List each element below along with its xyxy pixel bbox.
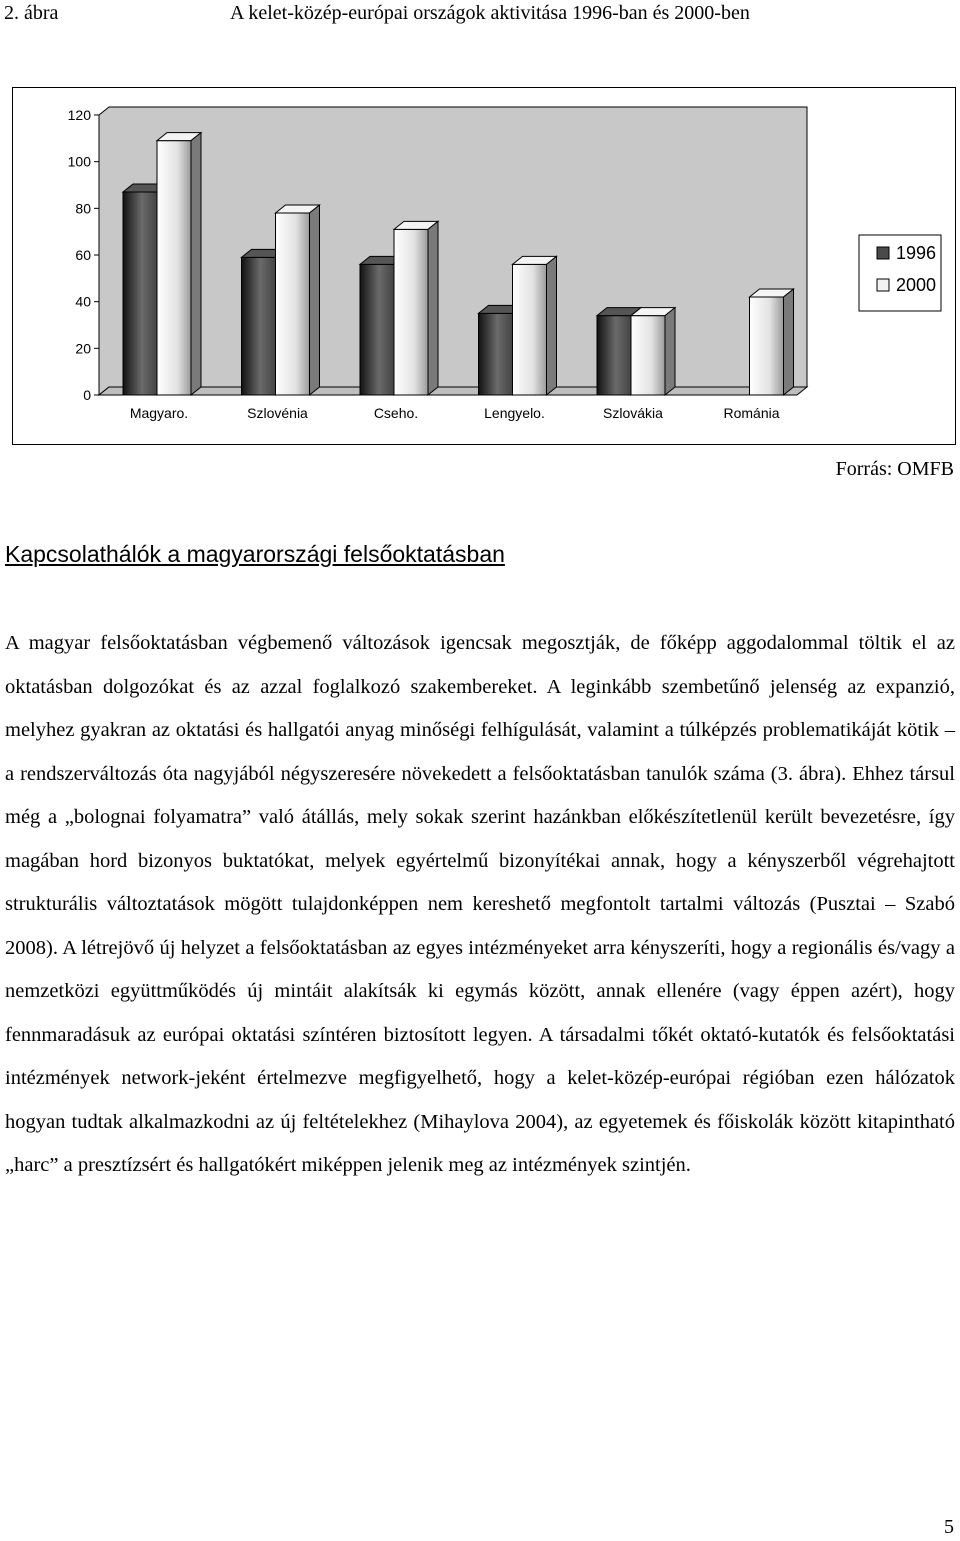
y-tick-label: 100 bbox=[67, 153, 91, 170]
bar-chart bbox=[13, 88, 954, 443]
bar-s2-front bbox=[631, 316, 665, 395]
bar-s1-front bbox=[479, 313, 513, 395]
bar-s2-front bbox=[394, 229, 428, 395]
section-title: Kapcsolathálók a magyarországi felsőoktatásban bbox=[5, 541, 505, 567]
chart-frame bbox=[12, 87, 956, 445]
y-tick-label: 60 bbox=[75, 247, 91, 263]
x-category-label: Románia bbox=[723, 405, 780, 421]
x-category-label: Lengyelo. bbox=[484, 405, 545, 421]
y-tick-label: 120 bbox=[67, 107, 91, 123]
bar-s2-side bbox=[665, 308, 675, 395]
bar-s2-side bbox=[191, 133, 201, 395]
bar-s1-front bbox=[360, 264, 394, 395]
plot-back-wall bbox=[99, 107, 807, 395]
page-number: 5 bbox=[944, 1516, 954, 1538]
bar-s2-front bbox=[157, 141, 191, 395]
bar-s2-front bbox=[750, 297, 784, 395]
bar-s2-side bbox=[547, 256, 557, 395]
figure-label: 2. ábra bbox=[4, 2, 59, 24]
figure-source: Forrás: OMFB bbox=[835, 458, 954, 480]
figure-header bbox=[4, 2, 954, 28]
bar-s2-side bbox=[428, 221, 438, 395]
legend-label-1996: 1996 bbox=[896, 243, 937, 263]
legend-swatch-2000 bbox=[877, 279, 889, 291]
bar-s1-front bbox=[597, 316, 631, 395]
y-tick-label: 20 bbox=[75, 340, 91, 357]
bar-s1-front bbox=[242, 257, 276, 395]
y-tick-label: 40 bbox=[75, 293, 91, 310]
y-tick-label: 80 bbox=[75, 200, 91, 217]
plot-floor bbox=[99, 387, 807, 395]
bar-s1-front bbox=[123, 192, 157, 395]
bar-s2-front bbox=[276, 213, 310, 395]
legend-label-2000: 2000 bbox=[896, 275, 937, 295]
x-category-label: Magyaro. bbox=[129, 405, 189, 421]
x-category-label: Cseho. bbox=[373, 405, 419, 421]
figure-title: A kelet-közép-európai országok aktivitása 1996-ban és 2000-ben bbox=[230, 2, 750, 24]
bar-s2-side bbox=[310, 205, 320, 395]
body-paragraph: A magyar felsőoktatásban végbemenő változások igencsak megosztják, de főképp aggodalommal töltik el az oktatásban dolgozókat és az azzal foglalkozó szakembereket. A leginkább szembetűnő jelenség az expanzió, melyhez gyakran az oktatási és hallgatói anyag minőségi felhígulását, valamint a túlképzés problematikáját kötik – a rendszerváltozás óta nagyjából négyszeresére növekedett a felsőoktatásban tanulók száma (3. ábra). Ehhez társul még a „bolognai folyamatra” való átállás, mely sokak szerint hazánkban előkészítetlenül került bevezetésre, így magában hord bizonyos buktatókat, melyek egyértelmű bizonyítékai annak, hogy a kényszerből végrehajtott strukturális változtatások mögött tulajdonképpen nem kereshető megfontolt tartalmi változás (Pusztai – Szabó 2008). A létrejövő új helyzet a felsőoktatásban az egyes intézményeket arra kényszeríti, hogy a regionális és/vagy a nemzetközi együttműködés új mintáit alakítsák ki egymás között, annak ellenére (vagy éppen azért), hogy fennmaradásuk az európai oktatási színtéren biztosított legyen. A társadalmi tőkét oktató-kutatók és felsőoktatási intézmények network-jeként értelmezve megfigyelhető, hogy a kelet-közép-európai régióban ezen hálózatok hogyan tudtak alkalmazkodni az új feltételekhez (Mihaylova 2004), az egyetemek és főiskolák között kitapintható „harc” a presztízsért és hallgatókért miképpen jelenik meg az intézmények szintjén. bbox=[5, 632, 955, 1176]
legend-swatch-1996 bbox=[877, 247, 889, 259]
bar-s2-front bbox=[513, 264, 547, 395]
bar-s2-side bbox=[784, 289, 794, 395]
x-category-label: Szlovénia bbox=[247, 405, 308, 421]
y-tick-label: 0 bbox=[83, 387, 91, 403]
x-category-label: Szlovákia bbox=[603, 405, 663, 421]
